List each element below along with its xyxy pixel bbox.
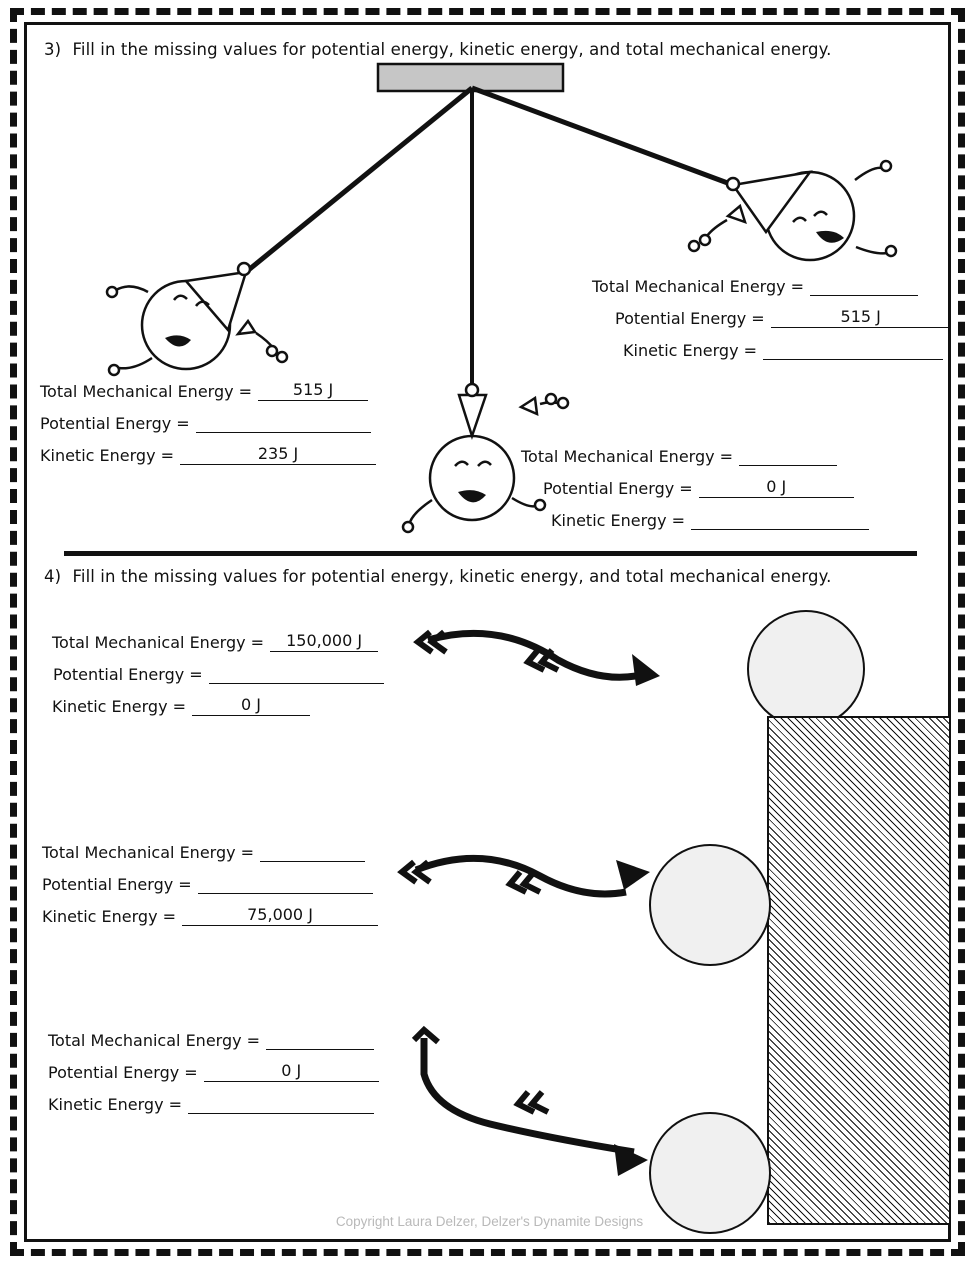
total-mechanical-energy-row: [42, 843, 378, 862]
section-divider: [64, 551, 917, 556]
ball-top: [747, 610, 865, 728]
question-4-prompt: Fill in the missing values for potential energy, kinetic energy, and total mechanical energy.: [72, 567, 832, 586]
kinetic-energy-row: [551, 511, 869, 530]
potential-energy-value[interactable]: 0 J: [699, 479, 854, 498]
total-mechanical-energy-label: Total Mechanical Energy =: [52, 633, 265, 652]
total-mechanical-energy-row: [592, 277, 951, 296]
total-mechanical-energy-label: Total Mechanical Energy =: [48, 1031, 261, 1050]
total-mechanical-energy-label: Total Mechanical Energy =: [40, 382, 253, 401]
question-3-heading: [44, 40, 831, 59]
kinetic-energy-label: Kinetic Energy =: [48, 1095, 183, 1114]
kinetic-energy-row: [40, 446, 376, 465]
potential-energy-label: Potential Energy =: [42, 875, 192, 894]
question-4-heading: [44, 567, 831, 586]
potential-energy-label: Potential Energy =: [543, 479, 693, 498]
kinetic-energy-row: [623, 341, 951, 360]
total-mechanical-energy-value[interactable]: [810, 294, 918, 296]
kinetic-energy-label: Kinetic Energy =: [42, 907, 177, 926]
ball-middle: [649, 844, 771, 966]
total-mechanical-energy-label: Total Mechanical Energy =: [521, 447, 734, 466]
total-mechanical-energy-value[interactable]: 515 J: [258, 382, 368, 401]
potential-energy-row: [543, 479, 869, 498]
potential-energy-value[interactable]: [209, 682, 384, 684]
total-mechanical-energy-value[interactable]: [260, 860, 365, 862]
potential-energy-label: Potential Energy =: [53, 665, 203, 684]
potential-energy-value[interactable]: [196, 431, 371, 433]
potential-energy-row: [40, 414, 376, 433]
energy-block-ramp-middle: [42, 843, 378, 939]
kinetic-energy-row: [48, 1095, 379, 1114]
kinetic-energy-value[interactable]: [691, 528, 869, 530]
energy-block-pendulum-right: [592, 277, 951, 373]
total-mechanical-energy-row: [521, 447, 869, 466]
kinetic-energy-value[interactable]: 235 J: [180, 446, 376, 465]
hatched-wall: [767, 716, 951, 1225]
kinetic-energy-label: Kinetic Energy =: [623, 341, 758, 360]
potential-energy-value[interactable]: 0 J: [204, 1063, 379, 1082]
total-mechanical-energy-value[interactable]: [739, 464, 837, 466]
energy-block-pendulum-bottom: [521, 447, 869, 543]
potential-energy-row: [42, 875, 378, 894]
question-4-number: 4): [44, 567, 62, 586]
total-mechanical-energy-row: [40, 382, 376, 401]
total-mechanical-energy-row: [48, 1031, 379, 1050]
kinetic-energy-row: [42, 907, 378, 926]
potential-energy-row: [53, 665, 384, 684]
energy-block-pendulum-left: [40, 382, 376, 478]
potential-energy-row: [48, 1063, 379, 1082]
kinetic-energy-value[interactable]: [188, 1112, 374, 1114]
potential-energy-value[interactable]: [198, 892, 373, 894]
kinetic-energy-value[interactable]: 0 J: [192, 697, 310, 716]
energy-block-ramp-bottom: [48, 1031, 379, 1127]
kinetic-energy-label: Kinetic Energy =: [551, 511, 686, 530]
potential-energy-value[interactable]: 515 J: [771, 309, 951, 328]
kinetic-energy-label: Kinetic Energy =: [52, 697, 187, 716]
total-mechanical-energy-value[interactable]: 150,000 J: [270, 633, 378, 652]
kinetic-energy-label: Kinetic Energy =: [40, 446, 175, 465]
potential-energy-label: Potential Energy =: [48, 1063, 198, 1082]
potential-energy-label: Potential Energy =: [615, 309, 765, 328]
kinetic-energy-row: [52, 697, 384, 716]
question-3-number: 3): [44, 40, 62, 59]
total-mechanical-energy-label: Total Mechanical Energy =: [42, 843, 255, 862]
kinetic-energy-value[interactable]: 75,000 J: [182, 907, 378, 926]
total-mechanical-energy-row: [52, 633, 384, 652]
copyright-notice: Copyright Laura Delzer, Delzer's Dynamite Designs: [335, 1214, 644, 1229]
energy-block-ramp-top: [52, 633, 384, 729]
question-3-prompt: Fill in the missing values for potential energy, kinetic energy, and total mechanical energy.: [72, 40, 832, 59]
total-mechanical-energy-label: Total Mechanical Energy =: [592, 277, 805, 296]
potential-energy-label: Potential Energy =: [40, 414, 190, 433]
total-mechanical-energy-value[interactable]: [266, 1048, 374, 1050]
potential-energy-row: [615, 309, 951, 328]
kinetic-energy-value[interactable]: [763, 358, 943, 360]
